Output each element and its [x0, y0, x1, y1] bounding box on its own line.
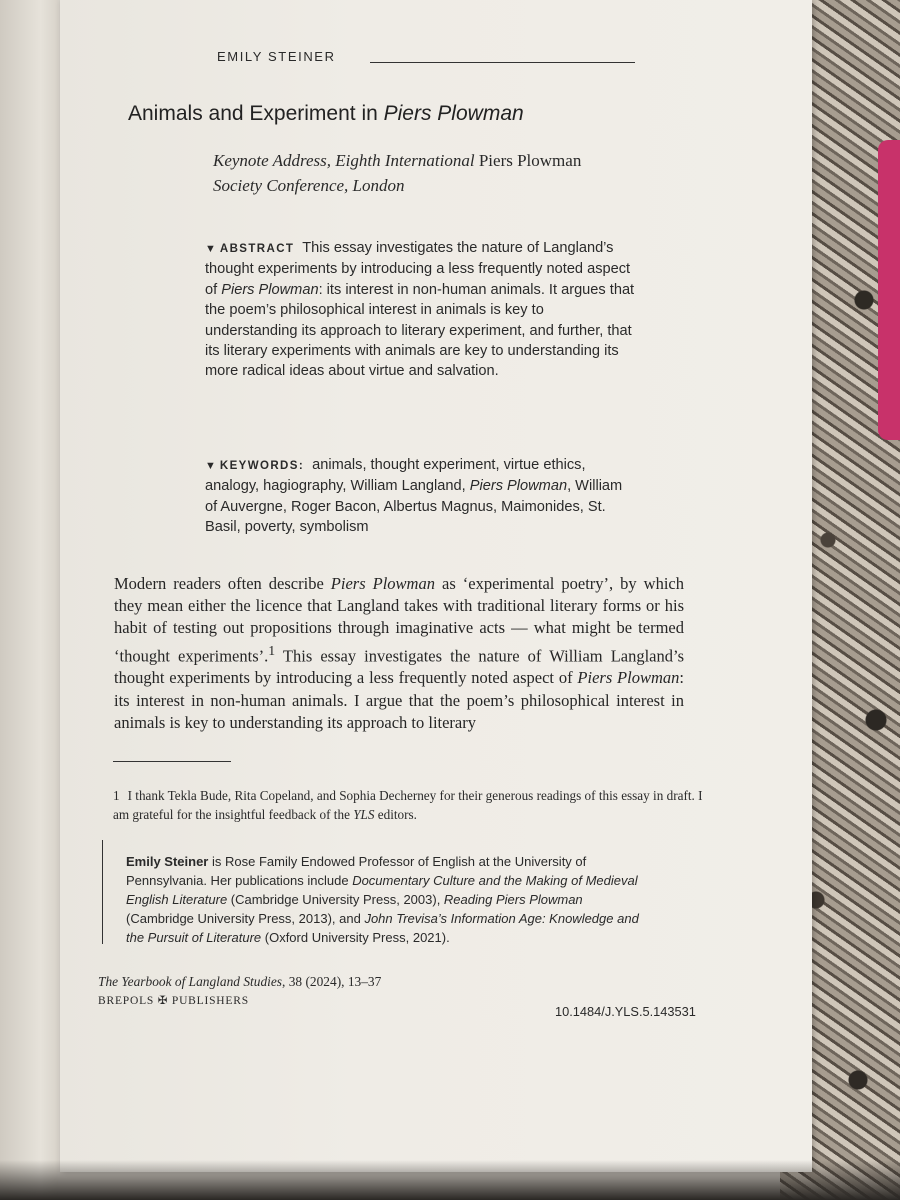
abstract-label: ABSTRACT [219, 243, 295, 255]
author-name: Emily Steiner [126, 854, 209, 869]
facing-page-edge [0, 0, 58, 1200]
doi: 10.1484/J.YLS.5.143531 [555, 1004, 696, 1019]
subtitle-part3: Society Conference, London [213, 176, 405, 195]
footnote-rule [113, 761, 231, 762]
abstract-text: This essay investigates the nature of Langland’s thought experiments by introducing a less frequently noted aspect of [205, 240, 631, 298]
publisher-logo: BREPOLS ✠ PUBLISHERS [98, 995, 249, 1007]
article-title [128, 102, 524, 126]
journal-citation [98, 974, 381, 990]
book-page [60, 0, 812, 1172]
body-paragraph [114, 573, 684, 734]
running-head: EMILY STEINER [217, 49, 336, 64]
bio-text-4: (Oxford University Press, 2021). [261, 930, 450, 945]
footnote-text-end: editors. [374, 807, 417, 822]
body-italic-2: Piers Plowman [577, 668, 680, 688]
bio-text-2: (Cambridge University Press, 2003), [227, 892, 444, 907]
triangle-icon: ▼ [205, 460, 216, 472]
footnote [113, 786, 713, 824]
bio-book-1: Documentary Culture and the Making of Medieval English Literature [126, 873, 638, 907]
footnote-number: 1 [113, 788, 120, 803]
footnote-italic: YLS [353, 807, 375, 822]
body-text-4: : its interest in non-human animals. I argue that the poem’s philosophical interest in animals is key to understanding its approach to literary [114, 668, 684, 732]
header-rule [370, 62, 635, 63]
abstract-text-end: : its interest in non-human animals. It argues that the poem’s philosophical interest in animals is key to understanding its approach to literary experiment, and further, that its literary experiments with animals are key to understanding its more radical ideas about virtue and salvation. [205, 281, 635, 380]
bio-rule [102, 840, 103, 944]
keywords-block [205, 455, 635, 538]
author-bio [126, 852, 646, 947]
journal-title: The Yearbook of Langland Studies [98, 974, 283, 989]
subtitle-part2: Piers Plowman [474, 151, 582, 170]
bio-book-3: John Trevisa’s Information Age: Knowledge and the Pursuit of Literature [126, 911, 639, 945]
article-subtitle [213, 148, 683, 198]
footnote-marker: 1 [268, 642, 276, 658]
body-italic-1: Piers Plowman [330, 574, 435, 593]
abstract-block [205, 238, 635, 382]
keywords-text-end: , William of Auvergne, Roger Bacon, Albertus Magnus, Maimonides, St. Basil, poverty, symbolism [205, 478, 623, 536]
pink-object [878, 140, 900, 440]
footnote-text: I thank Tekla Bude, Rita Copeland, and Sophia Decherney for their generous readings of this essay in draft. I am grateful for the insightful feedback of the [113, 788, 703, 822]
title-italic: Piers Plowman [383, 102, 524, 125]
bio-text-3: (Cambridge University Press, 2013), and [126, 911, 365, 926]
body-text-3: This essay investigates the nature of William Langland’s thought experiments by introducing a less frequently noted aspect of [114, 646, 685, 688]
keywords-label: KEYWORDS: [219, 460, 305, 472]
bio-book-2: Reading Piers Plowman [443, 892, 583, 907]
keywords-text: animals, thought experiment, virtue ethics, analogy, hagiography, William Langland, [205, 457, 586, 495]
bio-text-1: is Rose Family Endowed Professor of English at the University of Pennsylvania. Her publications include [126, 854, 587, 888]
subtitle-part1: Keynote Address, Eighth International [213, 151, 475, 170]
title-text: Animals and Experiment in [128, 102, 384, 125]
journal-volume: , 38 (2024), 13–37 [282, 974, 382, 989]
bottom-shadow [0, 1160, 900, 1200]
abstract-italic: Piers Plowman [221, 281, 319, 298]
triangle-icon: ▼ [205, 243, 216, 255]
keywords-italic: Piers Plowman [469, 478, 568, 495]
body-text-1: Modern readers often describe [114, 574, 331, 593]
body-text-2: as ‘experimental poetry’, by which they mean either the licence that Langland takes with traditional literary forms or his habit of testing out propositions through imaginative acts — what might be termed ‘thought experiments’. [114, 574, 684, 666]
